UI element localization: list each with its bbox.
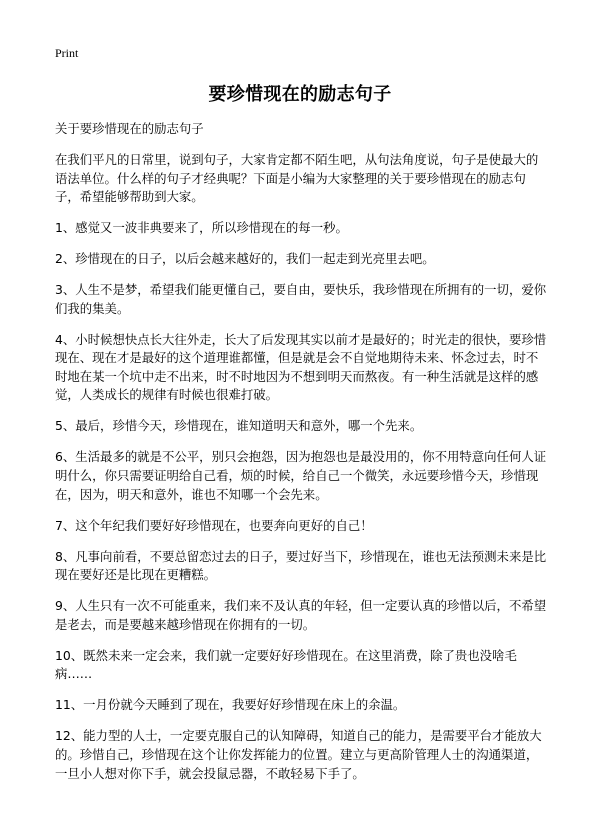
list-item: 11、一月份就今天睡到了现在，我要好好珍惜现在床上的余温。 — [55, 697, 406, 713]
list-item: 1、感觉又一波非典要来了，所以珍惜现在的每一秒。 — [55, 220, 348, 236]
list-item: 3、人生不是梦，希望我们能更懂自己，要自由，要快乐，我珍惜现在所拥有的一切，爱你们我的集美。 — [55, 282, 547, 316]
page-title: 要珍惜现在的励志句子 — [208, 84, 392, 105]
article-subtitle: 关于要珍惜现在的励志句子 — [55, 121, 204, 136]
print-link[interactable]: Print — [55, 46, 79, 60]
article-body — [55, 120, 550, 796]
list-item: 12、能力型的人士，一定要克服自己的认知障碍，知道自己的能力，是需要平台才能放大的。珍惜自己，珍惜现在这个让你发挥能力的位置。建立与更高阶管理人士的沟通渠道，一旦小人想对你下手，就会投鼠忌器，不敢轻易下手了。 — [55, 728, 542, 781]
list-item: 2、珍惜现在的日子，以后会越来越好的，我们一起走到光亮里去吧。 — [55, 251, 435, 267]
article-intro: 在我们平凡的日常里，说到句子，大家肯定都不陌生吧，从句法角度说，句子是使最大的语法单位。什么样的句子才经典呢？下面是小编为大家整理的关于要珍惜现在的励志句子，希望能够帮助到大家。 — [55, 151, 539, 205]
list-item: 7、这个年纪我们要好好珍惜现在，也要奔向更好的自己！ — [55, 517, 373, 533]
list-item: 8、凡事向前看，不要总留恋过去的日子，要过好当下，珍惜现在，谁也无法预测未来是比现在要好还是比现在更糟糕。 — [55, 548, 547, 583]
list-item: 9、人生只有一次不可能重来，我们来不及认真的年轻，但一定要认真的珍惜以后，不希望是老去，而是要越来越珍惜现在你拥有的一切。 — [55, 598, 547, 632]
list-item: 6、生活最多的就是不公平，别只会抱怨，因为抱怨也是最没用的，你不用特意向任何人证明什么，你只需要证明给自己看，烦的时候，给自己一个微笑，永远要珍惜今天，珍惜现在，因为，明天和意外，谁也不知哪一个会先来。 — [55, 449, 547, 502]
list-item: 4、小时候想快点长大往外走，长大了后发现其实以前才是最好的；时光走的很快，要珍惜现在、现在才是最好的这个道理谁都懂，但是就是会不自觉地期待未来、怀念过去，时不时地在某一个坑中走不出来，时不时地因为不想到明天而熬夜。有一种生活就是这样的感觉，人类成长的规律有时候也很难打破。 — [55, 331, 547, 403]
list-item: 10、既然未来一定会来，我们就一定要好好珍惜现在。在这里消费，除了贵也没啥毛病…… — [55, 647, 517, 682]
list-item: 5、最后，珍惜今天，珍惜现在，谁知道明天和意外，哪一个先来。 — [55, 418, 423, 434]
